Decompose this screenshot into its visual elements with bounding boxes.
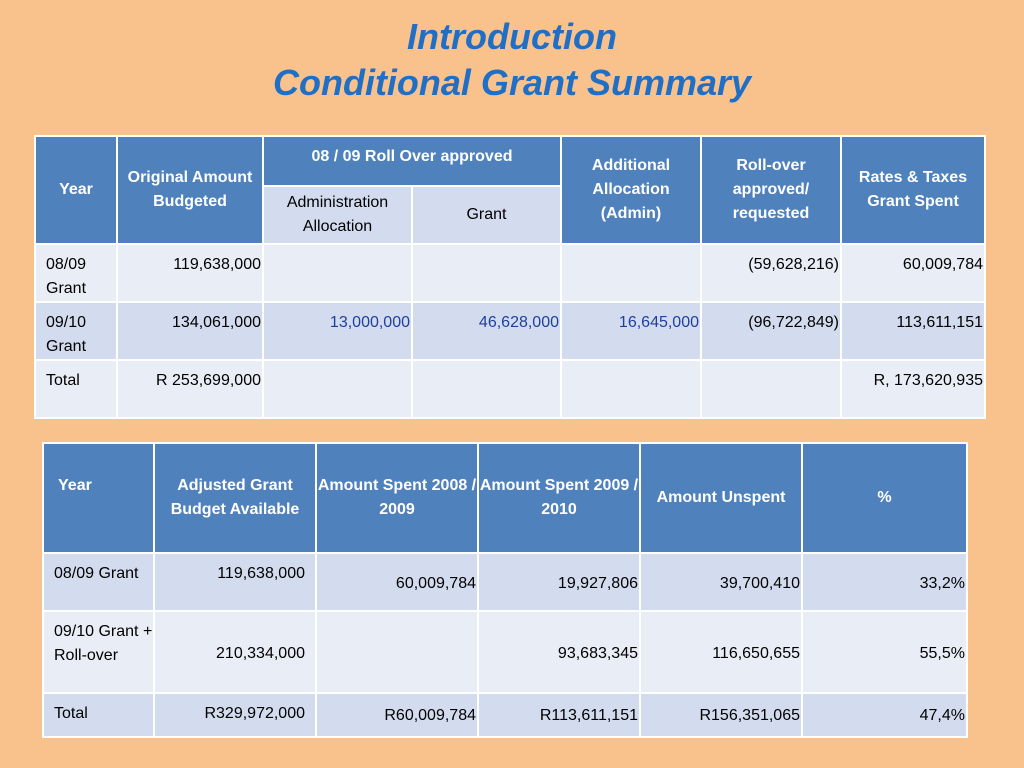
title-line-2: Conditional Grant Summary bbox=[272, 62, 752, 103]
cell-spent-0809: R60,009,784 bbox=[316, 693, 478, 737]
col-header-rollover-approved: 08 / 09 Roll Over approved bbox=[263, 136, 561, 186]
cell-year: Total bbox=[43, 693, 154, 737]
col-header-adjusted-budget: Adjusted Grant Budget Available bbox=[154, 443, 316, 553]
cell-spent-0910: 19,927,806 bbox=[478, 553, 640, 611]
col-header-percent: % bbox=[802, 443, 967, 553]
cell-original: R 253,699,000 bbox=[117, 360, 263, 418]
cell-unspent: 39,700,410 bbox=[640, 553, 802, 611]
cell-admin-allocation bbox=[263, 360, 412, 418]
cell-year: 08/09 Grant bbox=[43, 553, 154, 611]
cell-unspent: R156,351,065 bbox=[640, 693, 802, 737]
cell-rollover bbox=[701, 360, 841, 418]
cell-additional bbox=[561, 244, 701, 302]
cell-admin-allocation: 13,000,000 bbox=[263, 302, 412, 360]
cell-year: 09/10 Grant bbox=[35, 302, 117, 360]
conditional-grant-table bbox=[34, 135, 986, 419]
table-row bbox=[43, 553, 967, 611]
cell-spent-0910: R113,611,151 bbox=[478, 693, 640, 737]
cell-spent-0910: 93,683,345 bbox=[478, 611, 640, 693]
slide-title bbox=[0, 14, 1024, 106]
cell-grant bbox=[412, 360, 561, 418]
cell-rates: R, 173,620,935 bbox=[841, 360, 985, 418]
col-header-spent-2008-2009: Amount Spent 2008 / 2009 bbox=[316, 443, 478, 553]
cell-grant bbox=[412, 244, 561, 302]
cell-rollover: (96,722,849) bbox=[701, 302, 841, 360]
col-header-original-budgeted: Original Amount Budgeted bbox=[117, 136, 263, 244]
col-header-admin-allocation: Administration Allocation bbox=[263, 186, 412, 244]
table-row bbox=[43, 611, 967, 693]
col-header-year: Year bbox=[35, 136, 117, 244]
cell-rates: 113,611,151 bbox=[841, 302, 985, 360]
cell-spent-0809: 60,009,784 bbox=[316, 553, 478, 611]
cell-additional bbox=[561, 360, 701, 418]
cell-percent: 47,4% bbox=[802, 693, 967, 737]
cell-grant: 46,628,000 bbox=[412, 302, 561, 360]
cell-unspent: 116,650,655 bbox=[640, 611, 802, 693]
col-header-rollover-requested: Roll-over approved/ requested bbox=[701, 136, 841, 244]
cell-spent-0809 bbox=[316, 611, 478, 693]
cell-adjusted: 210,334,000 bbox=[154, 611, 316, 693]
cell-additional: 16,645,000 bbox=[561, 302, 701, 360]
cell-admin-allocation bbox=[263, 244, 412, 302]
cell-adjusted: 119,638,000 bbox=[154, 553, 316, 611]
cell-year: 09/10 Grant + Roll-over bbox=[43, 611, 154, 693]
col-header-amount-unspent: Amount Unspent bbox=[640, 443, 802, 553]
table-row-total bbox=[35, 360, 985, 418]
grant-spending-table bbox=[42, 442, 968, 738]
cell-rollover: (59,628,216) bbox=[701, 244, 841, 302]
table-row-total bbox=[43, 693, 967, 737]
col-header-spent-2009-2010: Amount Spent 2009 / 2010 bbox=[478, 443, 640, 553]
cell-original: 134,061,000 bbox=[117, 302, 263, 360]
cell-percent: 33,2% bbox=[802, 553, 967, 611]
table-row bbox=[35, 244, 985, 302]
cell-rates: 60,009,784 bbox=[841, 244, 985, 302]
cell-year: Total bbox=[35, 360, 117, 418]
cell-year: 08/09 Grant bbox=[35, 244, 117, 302]
col-header-year: Year bbox=[43, 443, 154, 553]
col-header-grant: Grant bbox=[412, 186, 561, 244]
cell-percent: 55,5% bbox=[802, 611, 967, 693]
cell-original: 119,638,000 bbox=[117, 244, 263, 302]
cell-adjusted: R329,972,000 bbox=[154, 693, 316, 737]
col-header-additional-allocation: Additional Allocation (Admin) bbox=[561, 136, 701, 244]
table-row bbox=[35, 302, 985, 360]
col-header-rates-taxes: Rates & Taxes Grant Spent bbox=[841, 136, 985, 244]
title-line-1: Introduction bbox=[407, 16, 617, 57]
